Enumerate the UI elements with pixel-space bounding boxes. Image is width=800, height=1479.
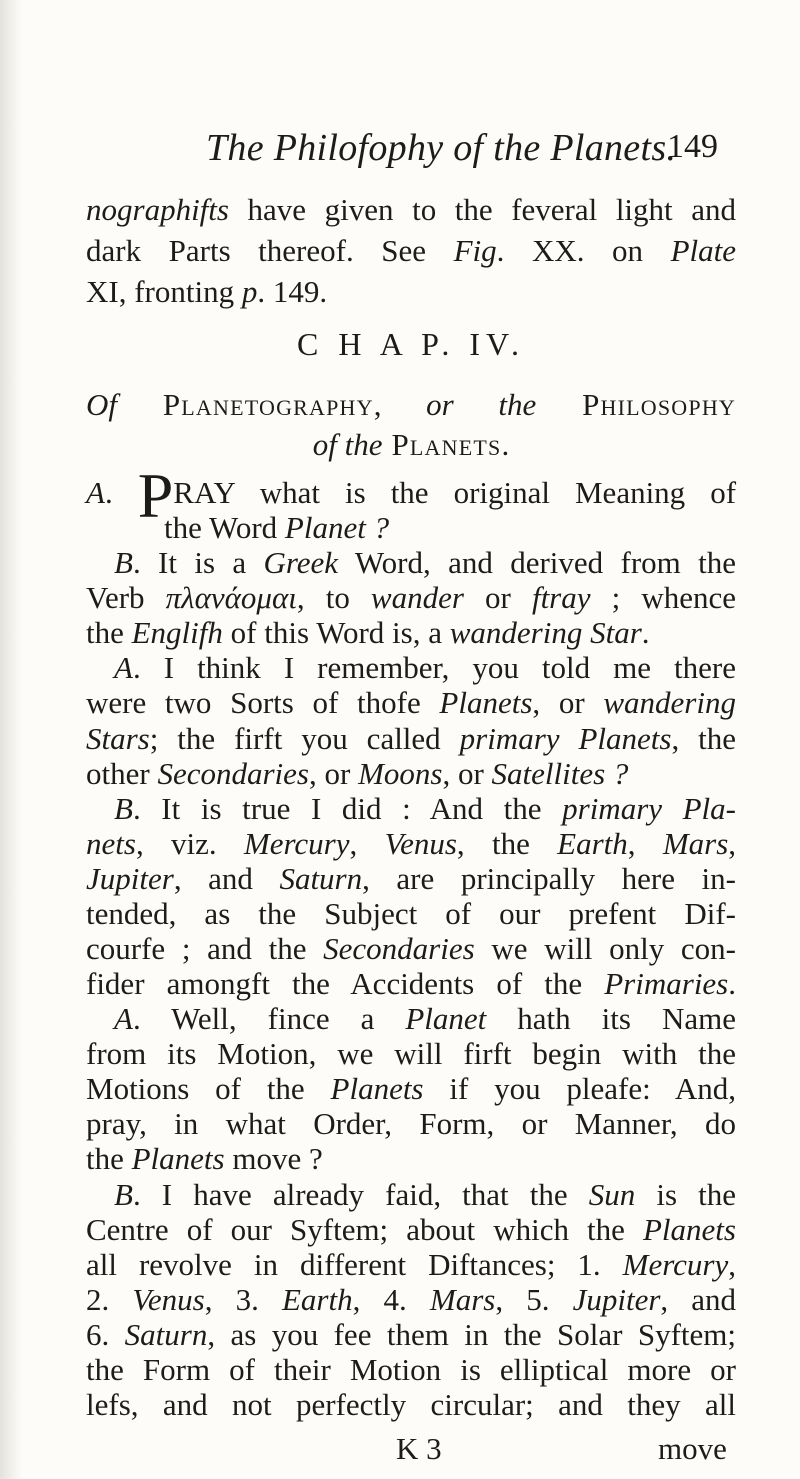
- catchword: move: [658, 1431, 727, 1466]
- text-run: is the: [635, 1177, 736, 1212]
- running-title: The Philofophy of the Planets.: [206, 127, 677, 169]
- text-run: , and: [660, 1282, 737, 1317]
- text-run: , 3.: [204, 1282, 282, 1317]
- text-line: [86, 1383, 736, 1427]
- text-run: .: [104, 475, 138, 510]
- text-run: Saturn: [279, 861, 363, 896]
- text-run: dark Parts thereof. See: [86, 233, 454, 268]
- text-run: Planet: [405, 1001, 487, 1036]
- text-run: B: [114, 1177, 133, 1212]
- text-run: . XX. on: [496, 233, 671, 268]
- text-run: B: [114, 545, 133, 580]
- text-run: all revolve in different Diftances; 1.: [86, 1247, 623, 1282]
- text-run: , viz.: [135, 826, 244, 861]
- text-run: Saturn: [124, 1317, 208, 1352]
- text-run: , or: [308, 756, 359, 791]
- text-run: Mercury: [243, 826, 350, 861]
- text-run: Verb: [86, 580, 166, 615]
- text-run: Earth: [557, 826, 628, 861]
- text-run: , or: [532, 685, 604, 720]
- text-run: primary Pla-: [562, 791, 736, 826]
- text-run: Secondaries: [323, 931, 475, 966]
- text-run: Word, and derived from the: [338, 545, 736, 580]
- text-run: of: [312, 427, 337, 462]
- text-run: move ?: [224, 1141, 323, 1176]
- text-run: , 5.: [495, 1282, 573, 1317]
- text-run: the Word: [164, 510, 285, 545]
- text-run: other: [86, 756, 158, 791]
- text-run: πλανάομαι: [165, 580, 297, 615]
- text-run: hath its Name: [486, 1001, 736, 1036]
- text-line: [86, 188, 736, 232]
- text-run: ,: [373, 387, 427, 422]
- text-run: Primaries: [604, 966, 729, 1001]
- text-run: .: [501, 427, 510, 462]
- text-run: RAY what is the original Meaning of: [173, 475, 737, 510]
- text-run: . It is true I did : And the: [132, 791, 563, 826]
- page-header: [86, 126, 736, 176]
- text-run: Jupiter: [572, 1282, 661, 1317]
- text-run: Earth: [281, 1282, 353, 1317]
- text-run: from its Motion, we will firft begin with the: [86, 1036, 736, 1071]
- text-run: ftray: [531, 580, 591, 615]
- text-run: ; whence: [590, 580, 736, 615]
- text-run: ,: [728, 1247, 736, 1282]
- text-run: Centre of our Syftem; about which the: [86, 1212, 643, 1247]
- text-run: , the: [671, 721, 736, 756]
- text-run: , the: [456, 826, 558, 861]
- text-run: , and: [173, 861, 280, 896]
- text-run: nets: [86, 826, 136, 861]
- text-run: A: [114, 650, 133, 685]
- text-run: tended, as the Subject of our prefent Dif-: [86, 896, 736, 931]
- text-run: Mercury: [622, 1247, 729, 1282]
- text-run: Plate: [670, 233, 736, 268]
- text-line: [86, 423, 736, 467]
- text-run: the Form of their Motion is elliptical more or: [86, 1352, 736, 1387]
- text-run: ,: [627, 826, 663, 861]
- text-run: A: [114, 1001, 133, 1036]
- text-run: . I have already faid, that the: [132, 1177, 589, 1212]
- text-run: ,: [349, 826, 385, 861]
- page-number: 149: [667, 128, 718, 165]
- text-run: Mars: [429, 1282, 496, 1317]
- text-run: nographifts: [86, 192, 229, 227]
- text-run: primary Planets: [459, 721, 672, 756]
- text-run: lefs, and not perfectly circular; and they all: [86, 1387, 736, 1422]
- text-run: wandering Star: [449, 615, 642, 650]
- text-run: Planets: [439, 685, 533, 720]
- text-run: have given to the feveral light and: [228, 192, 736, 227]
- text-run: Venus: [384, 826, 457, 861]
- text-run: 6.: [86, 1317, 125, 1352]
- text-run: , or: [442, 756, 492, 791]
- text-run: Planets: [382, 427, 502, 462]
- text-run: Mars: [662, 826, 729, 861]
- text-run: the: [86, 615, 132, 650]
- text-line: [86, 322, 736, 366]
- text-run: . Well, fince a: [132, 1001, 406, 1036]
- text-run: Englifh: [131, 615, 223, 650]
- text-run: p: [241, 274, 258, 309]
- text-run: A: [86, 475, 105, 510]
- text-run: of this Word is, a: [222, 615, 450, 650]
- text-run: Philosophy: [536, 387, 736, 422]
- text-run: Planet ?: [284, 510, 390, 545]
- text-run: Planets: [131, 1141, 225, 1176]
- text-line: [86, 383, 736, 427]
- text-run: Motions of the: [86, 1071, 331, 1106]
- text-run: Planetography: [117, 387, 374, 422]
- text-run: . I think I remember, you told me there: [132, 650, 736, 685]
- text-run: Moons: [358, 756, 443, 791]
- text-run: Satellites ?: [491, 756, 629, 791]
- text-run: , are principally here in-: [362, 861, 736, 896]
- text-run: Planets: [643, 1212, 736, 1247]
- text-run: wander: [370, 580, 464, 615]
- text-run: Of: [86, 387, 117, 422]
- text-run: B: [114, 791, 133, 826]
- text-run: fider amongft the Accidents of the: [86, 966, 605, 1001]
- text-run: were two Sorts of thofe: [86, 685, 440, 720]
- text-run: we will only con-: [474, 931, 736, 966]
- text-run: . It is a: [132, 545, 264, 580]
- text-run: , as you fee them in the Solar Syftem;: [207, 1317, 737, 1352]
- text-run: C H A P. IV.: [297, 326, 525, 362]
- text-run: Secondaries: [157, 756, 309, 791]
- text-run: the: [336, 427, 383, 462]
- text-run: Sun: [588, 1177, 636, 1212]
- text-run: XI, fronting: [86, 274, 242, 309]
- text-run: Greek: [263, 545, 339, 580]
- text-run: Jupiter: [86, 861, 174, 896]
- text-run: courfe ; and the: [86, 931, 324, 966]
- text-run: Planets: [330, 1071, 424, 1106]
- text-run: the: [86, 1141, 132, 1176]
- text-run: Venus: [132, 1282, 205, 1317]
- text-run: pray, in what Order, Form, or Manner, do: [86, 1106, 736, 1141]
- text-run: . 149.: [257, 274, 328, 309]
- text-run: .: [728, 966, 736, 1001]
- text-line: [86, 229, 736, 273]
- drop-cap: P: [137, 460, 174, 531]
- text-run: , to: [296, 580, 371, 615]
- signature-mark: K 3: [396, 1431, 442, 1466]
- text-run: , 4.: [352, 1282, 430, 1317]
- text-run: .: [641, 615, 650, 650]
- text-run: or the: [426, 387, 537, 422]
- text-run: Stars: [86, 721, 150, 756]
- text-run: Fig: [453, 233, 497, 268]
- text-line: [86, 270, 736, 314]
- text-run: wandering: [603, 685, 736, 720]
- text-run: ,: [728, 826, 737, 861]
- text-run: ; the firft you called: [149, 721, 460, 756]
- page-binding-shadow: [0, 0, 22, 1479]
- text-run: 2.: [86, 1282, 133, 1317]
- text-run: or: [463, 580, 532, 615]
- text-run: if you pleafe: And,: [423, 1071, 736, 1106]
